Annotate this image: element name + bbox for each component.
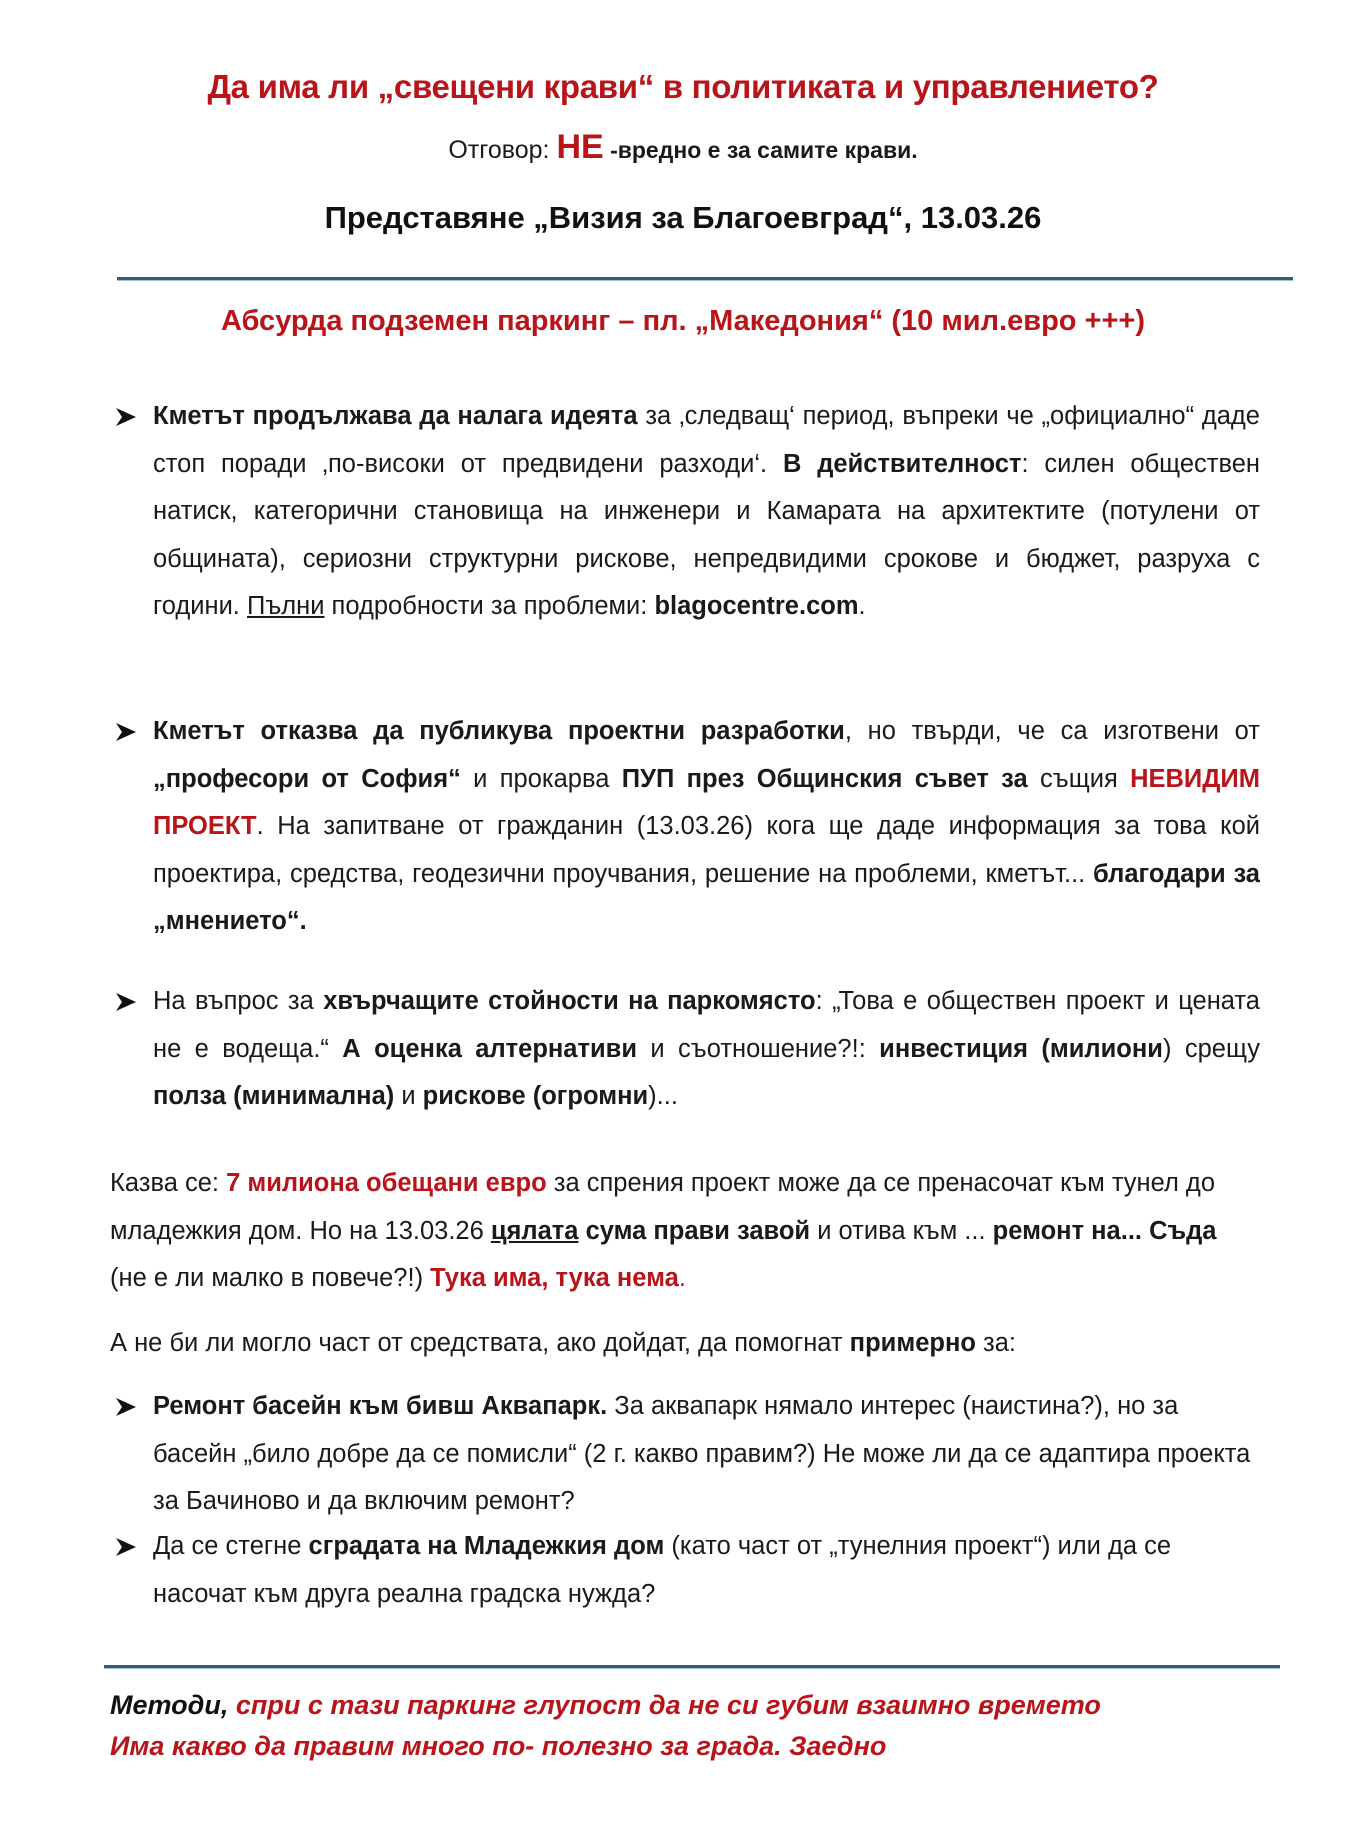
bullet-item-mayor-idea xyxy=(115,393,1260,631)
text-run: . xyxy=(678,1264,686,1292)
text-run: същия xyxy=(1027,764,1131,793)
text-run: blagocentre.com xyxy=(654,592,859,620)
paragraph-text xyxy=(110,1329,1016,1357)
closing-line-2: Има какво да правим много по- полезно за града. Заедно xyxy=(110,1731,887,1761)
text-run: за спрения проект може да се пренасочат към тунел до младежкия дом. Но на 13.03.26 xyxy=(110,1169,1215,1245)
text-run: НЕВИДИМ ПРОЕКТ xyxy=(153,764,1260,840)
answer-rest: -вредно е за самите крави. xyxy=(603,137,918,163)
text-run: Кметът отказва да публикува проектни разработки xyxy=(153,717,845,745)
arrowhead-bullet-icon xyxy=(115,1523,145,1570)
text-run: (не е ли малко в повече?!) xyxy=(110,1264,431,1292)
text-run: ПУП през Общинския съвет за xyxy=(621,764,1028,793)
text-run: рискове (огромни xyxy=(422,1082,649,1110)
text-run: цялата xyxy=(490,1216,579,1245)
text-run: и отива към ... xyxy=(810,1216,993,1245)
text-run: Кметът продължава да налага идеята xyxy=(153,402,638,430)
text-run: , но твърди, че са изготвени от xyxy=(844,717,1260,745)
text-run: за ‚следващ‘ период, въпреки че „официално“ даде стоп поради ‚по-високи от предвидени разходи‘. xyxy=(153,402,1260,478)
text-run: сума прави завой xyxy=(585,1216,811,1245)
text-run: и прокарва xyxy=(460,764,622,793)
arrowhead-bullet-icon xyxy=(115,1383,145,1430)
closing-name: Методи, xyxy=(110,1690,229,1720)
arrowhead-bullet-icon xyxy=(115,393,145,440)
paragraph-text xyxy=(110,1169,1216,1292)
top-divider xyxy=(117,277,1293,280)
page-title: Да има ли „свещени крави“ в политиката и управлението? xyxy=(207,68,1159,105)
text-run: сградата на Младежкия дом xyxy=(308,1532,665,1560)
text-run: благодари за „мнението“. xyxy=(153,859,1260,935)
arrowhead-bullet-icon xyxy=(115,708,145,755)
suggestion-text xyxy=(153,1532,1171,1608)
text-run: )... xyxy=(648,1082,678,1110)
answer-label: Отговор: xyxy=(448,136,557,164)
text-run: Да се стегне xyxy=(153,1532,309,1560)
text-run: ремонт на... Съда xyxy=(992,1216,1217,1245)
text-run: : силен обществен натиск, категорични становища на инженери и Камарата на архитектите (потулени от общината), сериозни структурни рискове, непредвидими срокове и бюджет, разруха с години. xyxy=(153,449,1261,620)
text-run: ) срещу xyxy=(1162,1034,1260,1063)
bottom-divider xyxy=(104,1665,1280,1668)
paragraph-question xyxy=(110,1320,1260,1368)
bullet-item-mayor-refuses xyxy=(115,708,1260,946)
text-run: 7 милиона обещани евро xyxy=(226,1169,547,1197)
closing-line-1: спри с тази паркинг глупост да не си губим взаимно времето xyxy=(228,1690,1101,1720)
suggestion-item-pool xyxy=(115,1383,1260,1526)
bullet-text xyxy=(153,402,1260,620)
presentation-heading: Представяне „Визия за Благоевград“, 13.03.26 xyxy=(324,200,1042,235)
bullet-text xyxy=(153,717,1260,935)
text-run: подробности за проблеми: xyxy=(324,592,655,620)
text-run: за: xyxy=(975,1329,1016,1357)
paragraph-seven-million xyxy=(110,1160,1260,1303)
text-run: . На запитване от гражданин (13.03.26) кога ще даде информация за това кой проектира, средства, геодезични проучвания, решение на проблеми, кметът... xyxy=(153,812,1260,888)
bullet-text xyxy=(153,987,1260,1110)
text-run: : „Това е обществен проект и цената не е водеща.“ xyxy=(153,987,1260,1063)
text-run: А не би ли могло част от средствата, ако дойдат, да помогнат xyxy=(110,1329,850,1357)
answer-line xyxy=(0,128,1366,167)
text-run: Пълни xyxy=(246,592,325,620)
bullet-item-parking-costs xyxy=(115,978,1260,1121)
text-run: На въпрос за xyxy=(153,987,324,1015)
text-run: примерно xyxy=(849,1329,976,1357)
suggestion-item-youth-house xyxy=(115,1523,1260,1618)
text-run: А оценка алтернативи xyxy=(342,1034,637,1063)
text-run: „професори от София“ xyxy=(153,764,461,793)
text-run: и xyxy=(394,1082,423,1110)
text-run xyxy=(578,1217,585,1245)
section-subtitle: Абсурда подземен паркинг – пл. „Македония“ (10 мил.евро +++) xyxy=(220,305,1146,337)
answer-value: НЕ xyxy=(556,128,604,166)
closing-message xyxy=(110,1685,1270,1767)
text-run: Ремонт басейн към бивш Аквапарк. xyxy=(153,1392,608,1420)
text-run: хвърчащите стойности на паркомясто xyxy=(323,987,816,1015)
text-run: (като част от „тунелния проект“) или да се насочат към друга реална градска нужда? xyxy=(153,1532,1172,1608)
text-run: . xyxy=(858,592,866,620)
text-run: Казва се: xyxy=(110,1169,227,1197)
text-run: полза (минимална) xyxy=(153,1082,395,1110)
text-run: В действителност xyxy=(782,449,1022,478)
text-run: инвестиция (милиони xyxy=(879,1034,1163,1063)
text-run: и съотношение?!: xyxy=(637,1034,880,1063)
text-run: Тука има, тука нема xyxy=(430,1264,679,1292)
text-run: За аквапарк нямало интерес (наистина?), но за басейн „било добре да се помисли“ (2 г. какво правим?) Не може ли да се адаптира проекта за Бачиново и да включим ремонт? xyxy=(153,1392,1251,1515)
suggestion-text xyxy=(153,1392,1250,1515)
arrowhead-bullet-icon xyxy=(115,978,145,1025)
